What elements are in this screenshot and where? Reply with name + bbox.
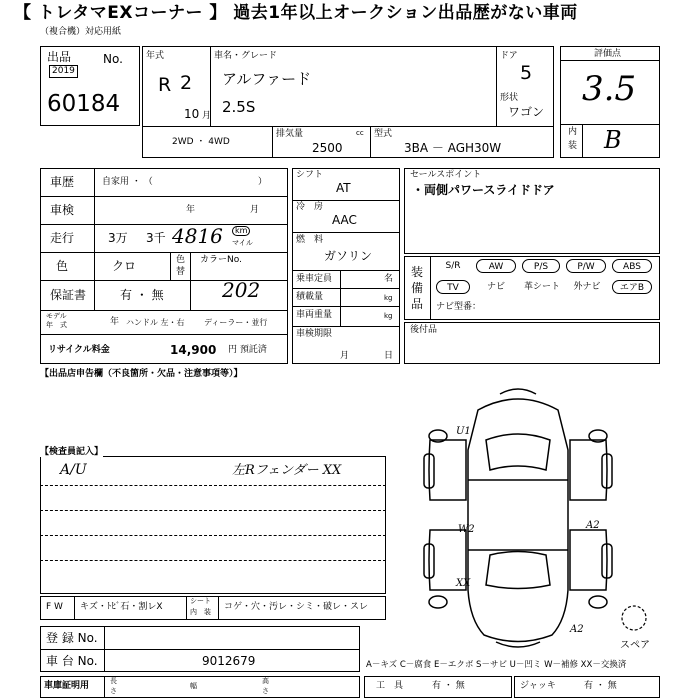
defects-fw-label: F W — [46, 602, 63, 612]
defects-seat-value: コゲ・穴・汚レ・シミ・破レ・スレ — [224, 602, 369, 612]
equip-aw: AW — [476, 259, 516, 273]
displacement-value: 2500 — [312, 141, 343, 155]
displacement-unit: cc — [356, 129, 364, 137]
garage-cert-char-3: 幅 — [190, 682, 197, 690]
interior-label-1: 内 — [568, 127, 578, 137]
history-color-change-2: 替 — [176, 267, 186, 277]
lot-number: 60184 — [47, 91, 121, 117]
door-value: 5 — [520, 62, 533, 84]
mechanics-weight-label: 車両重量 — [296, 310, 333, 320]
defects-seat-label-1: シート — [190, 597, 211, 605]
equip-leather: 革シート — [523, 282, 560, 292]
mechanics-fuel-label: 燃 料 — [296, 235, 324, 245]
mechanics-capacity-unit: 名 — [384, 274, 394, 284]
mechanics-ac-value: AAC — [332, 213, 357, 227]
door-label: ドア — [500, 51, 518, 61]
model-year-month: 10 — [184, 107, 200, 121]
diagram-mark-a2-side: A2 — [586, 520, 600, 531]
inspector-note-1: A/U — [60, 462, 87, 478]
history-mileage-sen: 3千 — [146, 231, 166, 245]
history-color-no-label: カラーNo. — [200, 255, 242, 265]
history-recycle-unit: 円 預託済 — [228, 345, 267, 355]
shape-label: 形状 — [500, 93, 519, 103]
mechanics-capacity-label: 乗車定員 — [296, 274, 333, 284]
history-handle: ハンドル 左・右 — [126, 318, 185, 327]
history-unit-km: km — [232, 226, 250, 236]
history-reki-value: 自家用 ・ （ — [102, 177, 153, 187]
sales-point-value: ・両側パワースライドドア — [412, 183, 555, 197]
history-dealer: ディーラー・並行 — [204, 318, 268, 327]
lot-label: 出品 — [47, 50, 72, 64]
spare-tire-icon — [622, 606, 646, 630]
equip-tv: TV — [436, 280, 470, 294]
jack-label: ジャッキ — [520, 681, 556, 691]
history-shaken-label: 車検 — [50, 203, 75, 217]
history-shaken-month: 月 — [250, 205, 260, 215]
mechanics-deadline-day: 日 — [384, 351, 394, 361]
inspector-label: 【検査員記入】 — [40, 447, 104, 457]
spare-label: スペア — [620, 640, 650, 651]
mechanics-load-label: 積載量 — [296, 292, 324, 302]
history-reki-label: 車歴 — [50, 175, 75, 189]
interior-label-2: 装 — [568, 141, 578, 151]
equip-ext-navi: 外ナビ — [573, 282, 601, 292]
equip-airbag: エアB — [612, 280, 652, 294]
post-install-box — [404, 322, 660, 364]
equipment-label: 装 備 品 — [411, 265, 424, 311]
equip-pw: P/W — [566, 259, 606, 273]
mechanics-deadline-label: 車検期限 — [296, 329, 333, 339]
model-code-label: 型式 — [374, 129, 393, 139]
car-outline — [424, 389, 612, 647]
history-model-year-unit: 年 — [110, 317, 120, 327]
score-label: 評価点 — [594, 49, 622, 59]
equip-navi-model: ナビ型番： — [436, 302, 482, 312]
history-warranty-value: 有 ・ 無 — [120, 288, 164, 302]
equip-navi: ナビ — [486, 282, 505, 292]
mechanics-shift-value: AT — [336, 181, 351, 195]
history-recycle-value: 14,900 — [170, 343, 217, 357]
history-unit-mile: マイル — [232, 239, 253, 247]
inspector-note-2: 左Rフェンダー XX — [232, 463, 342, 478]
history-recycle-label: リサイクル料金 — [48, 345, 110, 355]
diagram-mark-w2: W2 — [458, 524, 475, 535]
registration-chassis-value: 9012679 — [202, 654, 256, 668]
mechanics-ac-label: 冷 房 — [296, 202, 324, 212]
car-name: アルファード — [222, 70, 312, 88]
diagram-mark-xx: XX — [456, 578, 471, 589]
header-title: 【 トレタマEXコーナー 】 過去1年以上オークション出品歴がない車両 — [14, 3, 578, 23]
post-install-label: 後付品 — [410, 325, 438, 335]
lot-box — [40, 46, 140, 126]
lot-year-box: 2019 — [49, 65, 78, 78]
history-mileage-man: 3万 — [108, 231, 128, 245]
history-shaken-year: 年 — [186, 205, 196, 215]
defects-seat-label-2: 内 装 — [190, 608, 211, 616]
lot-no-label: No. — [103, 52, 123, 66]
model-code-value: 3BA － AGH30W — [404, 141, 502, 155]
jack-value: 有 ・ 無 — [584, 681, 617, 691]
tools-label: 工 具 — [376, 681, 404, 691]
history-mileage-label: 走行 — [50, 231, 75, 245]
legend-text: A－キズ C－腐食 E－エクボ S－サビ U－凹ミ W－補修 XX－交換済 — [366, 660, 627, 670]
model-year-label: 年式 — [146, 51, 165, 61]
notes-label: 【出品店申告欄（不良箇所・欠品・注意事項等）】 — [40, 369, 243, 379]
garage-cert-char-4: 高 — [262, 677, 269, 685]
history-reki-close: ） — [258, 177, 268, 187]
mechanics-weight-unit: kg — [384, 312, 393, 320]
score-value: 3.5 — [582, 69, 637, 109]
garage-cert-char-2: さ — [110, 687, 117, 695]
garage-cert-char-1: 長 — [110, 677, 117, 685]
history-color-label: 色 — [56, 259, 69, 273]
defects-fw-value: キズ・ﾄﾋﾞ石・割レX — [80, 602, 163, 612]
equip-abs: ABS — [612, 259, 652, 273]
drive-label: 2WD ・ 4WD — [172, 137, 230, 147]
garage-cert-label: 車庫証明用 — [44, 681, 90, 691]
registration-chassis-label: 車 台 No. — [46, 654, 98, 668]
history-color-value: クロ — [112, 259, 137, 273]
registration-reg-label: 登 録 No. — [46, 631, 98, 645]
equip-ps: P/S — [522, 259, 560, 273]
mechanics-load-unit: kg — [384, 294, 393, 302]
sales-point-label: セールスポイント — [410, 170, 482, 180]
garage-cert-char-5: さ — [262, 687, 269, 695]
multi-note: （複合機）対応用紙 — [40, 27, 122, 37]
car-damage-diagram — [400, 380, 660, 660]
diagram-mark-u1: U1 — [456, 426, 471, 437]
displacement-label: 排気量 — [276, 129, 304, 139]
equip-sr: S/R — [445, 261, 461, 271]
mechanics-deadline-month: 月 — [340, 351, 350, 361]
history-color-change-1: 色 — [176, 255, 186, 265]
history-warranty-label: 保証書 — [50, 288, 87, 302]
history-mileage-hand: 4816 — [172, 224, 223, 248]
model-year-month-unit: 月 — [202, 111, 212, 121]
model-year-era: R — [158, 74, 172, 96]
car-grade: 2.5S — [222, 98, 256, 116]
sales-point-box — [404, 168, 660, 254]
tools-value: 有 ・ 無 — [432, 681, 465, 691]
mechanics-fuel-value: ガソリン — [324, 249, 373, 263]
model-year-value: 2 — [180, 72, 193, 94]
shape-value: ワゴン — [508, 105, 545, 119]
history-model-year-label-2: 年 式 — [46, 321, 67, 329]
diagram-mark-a2-rear: A2 — [570, 624, 584, 635]
history-color-no-value: 202 — [222, 278, 261, 302]
history-model-year-label-1: モデル — [46, 312, 67, 320]
mechanics-shift-label: シフト — [296, 170, 324, 180]
interior-value: B — [604, 126, 622, 154]
car-name-label: 車名・グレード — [214, 51, 278, 61]
